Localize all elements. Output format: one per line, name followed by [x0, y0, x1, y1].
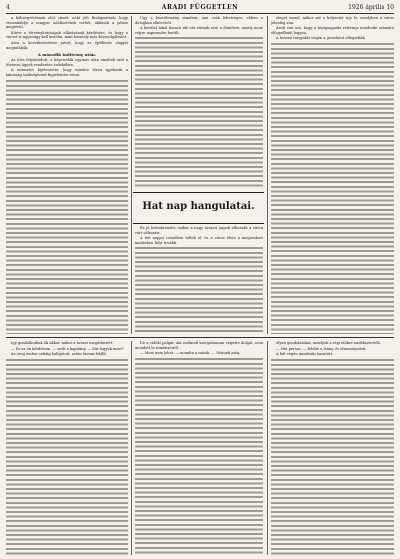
- paragraph: Az ülés folytatódott, a képviselők egymás után emeltek szót a fővárosi ügyek rendezése érdekében.: [6, 58, 128, 67]
- text-lines: [135, 36, 263, 188]
- paragraph: Kitért a törvényhatóságok ellátásának kérdésére, és hogy a várost is ugyanúgy kell kezelni, mint bármely más közszolgáltatót.: [6, 30, 128, 40]
- paragraph: A kerület lakói hosszú idő óta várnak erre a döntésre, amely most végre napirendre került.: [135, 26, 263, 35]
- text-lines: [6, 358, 128, 555]
- paragraph: A hét végén mindenki hazatért.: [276, 352, 334, 357]
- paragraph: A hét napjai csendben teltek el, és a város élete a megszokott mederben folyt tovább.: [135, 236, 263, 245]
- paragraph: Igy gondolkodtak ők akkor, mikor a tavasz megérkezett.: [11, 341, 114, 345]
- paragraph: Úgy a közvélemény mindent, ami csak lehetséges, ebben a dologban elkövetett.: [135, 16, 263, 25]
- article-title-box: [133, 192, 264, 224]
- bottom-right-column: [271, 341, 394, 555]
- paragraph: A miniszter kijelentette, hogy minden téren igyekszik a lakosság szükségleteit figyelembe venni.: [6, 68, 128, 77]
- article-title: Hat nap hangulatai.: [142, 201, 255, 212]
- paragraph: Az öreg ember sokáig hallgatott, aztán lassan felállt.: [11, 352, 108, 357]
- bottom-middle-column: [135, 341, 263, 555]
- column-divider: [131, 16, 132, 334]
- column-divider: [267, 16, 268, 334]
- text-lines: [271, 42, 394, 334]
- paragraph: Arról van szó, hogy a közigazgatás reformja mindenki számára elfogadható legyen.: [271, 26, 394, 35]
- column-divider: [131, 341, 132, 555]
- masthead: ARADI FÜGGETLEN: [161, 4, 239, 11]
- page-header: [6, 3, 394, 12]
- text-lines: [135, 357, 263, 555]
- bottom-left-column: [6, 341, 128, 555]
- paragraph: eleget mond, mikor azt a helyzetet írja le, amelyben a város jelenleg van.: [271, 16, 394, 25]
- paragraph: A hosszú tárgyalás végén a javaslatot elfogadták.: [276, 36, 366, 41]
- paragraph: — Ez az én kérdésem, — szólt a kapitány. — Mit tegyek most?: [11, 346, 124, 351]
- header-rule: [6, 13, 394, 14]
- page-number: 4: [6, 4, 10, 11]
- paragraph: a költségvetésnek első címét: neki jött Budapestnek, hogy visszaküldje a magyar adófizetőnek terhét, akiknek a pénze megtérül.: [6, 16, 128, 30]
- paragraph: Arra a következtetésre jutott, hogy az építkezés alapját megtalálják.: [6, 40, 128, 50]
- column-divider: [267, 341, 268, 555]
- paragraph: De a vidéki polgár, aki ezeknek szorgalmasan végezte dolgát, nem mondott le reményeiről.: [135, 341, 263, 350]
- text-lines: [271, 358, 394, 555]
- paragraph: — Most nem lehet, — mondta a másik. — Várjunk még.: [140, 351, 241, 356]
- paragraph: — Hát persze, — felelte a leány, és elmosolyodott.: [276, 346, 367, 351]
- middle-column: [135, 16, 263, 188]
- text-lines: [135, 246, 263, 334]
- issue-date: 1926 április 10: [348, 4, 394, 11]
- section-subheading: A második indítvány után.: [37, 52, 97, 58]
- middle-column-lower: [135, 226, 263, 334]
- paragraph: olyan gondolatokat, amelyek a régi időkre emlékeztették.: [276, 341, 381, 345]
- text-lines: [6, 79, 128, 334]
- section-rule: [6, 337, 394, 338]
- right-column: [271, 16, 394, 334]
- left-column: [6, 16, 128, 334]
- paragraph: Ez jó hírünkrendes, mikor a nagy tavaszi napok elhozzák a várva várt változást.: [135, 226, 263, 235]
